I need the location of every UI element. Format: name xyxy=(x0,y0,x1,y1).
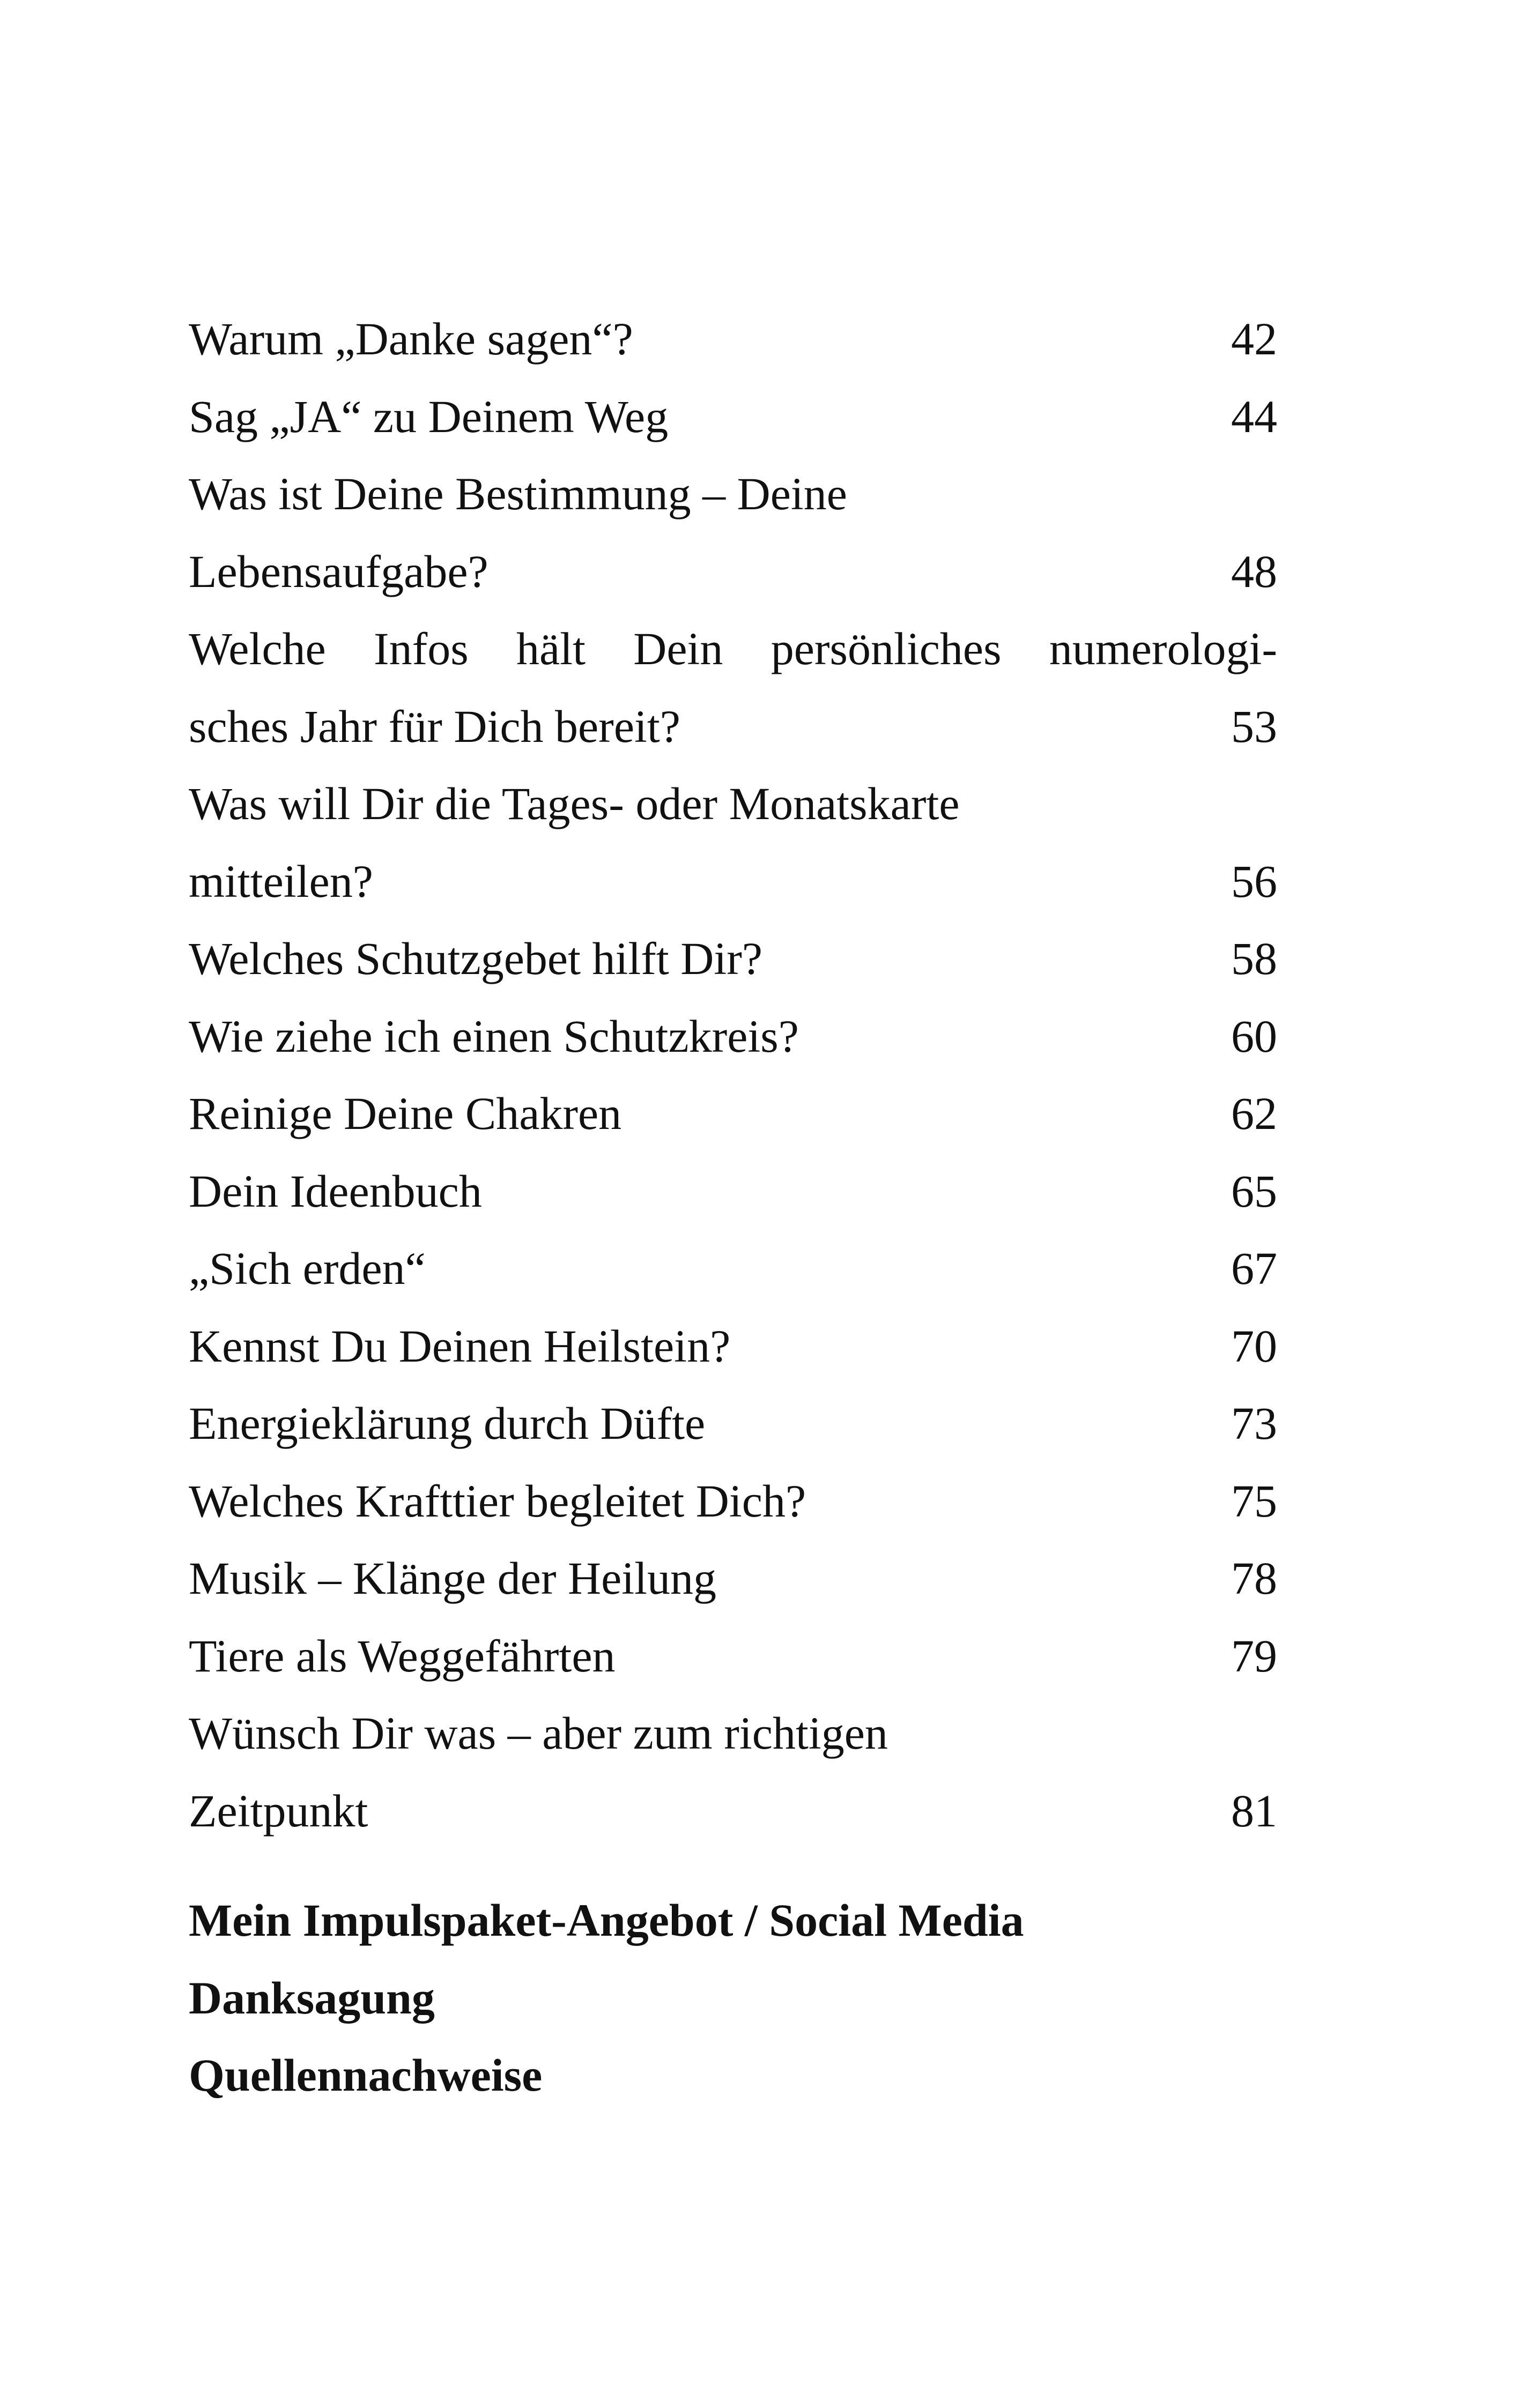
toc-line xyxy=(189,1075,1277,1153)
toc-entry-title: Energieklärung durch Düfte xyxy=(189,1398,706,1449)
toc-line xyxy=(189,765,1277,843)
toc-line xyxy=(189,300,1277,378)
toc-page-number: 79 xyxy=(1231,1630,1277,1682)
toc-line xyxy=(189,1230,1277,1307)
toc-entry xyxy=(189,1230,1277,1307)
toc-entry xyxy=(189,1694,1277,1849)
toc-entry xyxy=(189,1075,1277,1153)
toc-page-number: 60 xyxy=(1231,1010,1277,1062)
toc-line xyxy=(189,1153,1277,1230)
toc-line xyxy=(189,688,1277,765)
toc-entry-title: Dein Ideenbuch xyxy=(189,1165,482,1217)
toc-entry xyxy=(189,1617,1277,1695)
toc-line xyxy=(189,843,1277,920)
toc-entry-title: Sag „JA“ zu Deinem Weg xyxy=(189,390,669,442)
toc-entry-title: Was ist Deine Bestimmung – Deine xyxy=(189,468,847,519)
toc-page-number: 53 xyxy=(1231,700,1277,752)
toc-entry-title: sches Jahr für Dich bereit? xyxy=(189,700,680,752)
toc-line xyxy=(189,1385,1277,1462)
toc-entry xyxy=(189,1385,1277,1462)
toc-entry-title: Musik – Klänge der Heilung xyxy=(189,1552,717,1604)
toc-line xyxy=(189,533,1277,611)
toc-entry-title: Lebensaufgabe? xyxy=(189,545,488,597)
toc-entry xyxy=(189,378,1277,456)
toc-section-heading: Quellennachweise xyxy=(189,2049,543,2101)
toc-line xyxy=(189,1462,1277,1540)
toc-entry-title: Reinige Deine Chakren xyxy=(189,1088,622,1139)
toc-line xyxy=(189,1772,1277,1850)
toc-line xyxy=(189,998,1277,1075)
section-gap xyxy=(189,1849,1277,1882)
toc-entry-title: Tiere als Weggefährten xyxy=(189,1630,616,1682)
toc-entry-title: Warum „Danke sagen“? xyxy=(189,313,633,365)
toc-line xyxy=(189,455,1277,533)
toc-entry-title: Welches Schutzgebet hilft Dir? xyxy=(189,933,763,984)
toc-page-number: 67 xyxy=(1231,1243,1277,1294)
toc-line xyxy=(189,1694,1277,1772)
toc-page-number: 70 xyxy=(1231,1320,1277,1372)
toc-page-number: 65 xyxy=(1231,1165,1277,1217)
toc-section-heading: Danksagung xyxy=(189,1972,435,2024)
toc-entry xyxy=(189,765,1277,920)
toc-page-number: 56 xyxy=(1231,855,1277,907)
table-of-contents xyxy=(189,300,1277,2114)
toc-entry xyxy=(189,920,1277,998)
toc-entry-title: Was will Dir die Tages- oder Monatskarte xyxy=(189,778,960,829)
toc-entry-title: mitteilen? xyxy=(189,855,373,907)
toc-entry-title: Wie ziehe ich einen Schutzkreis? xyxy=(189,1010,799,1062)
toc-line xyxy=(189,1307,1277,1385)
toc-page-number: 81 xyxy=(1231,1785,1277,1837)
toc-section-heading: Mein Impulspaket-Angebot / Social Media xyxy=(189,1894,1024,1946)
toc-page-number: 78 xyxy=(1231,1552,1277,1604)
toc-entry-title: Zeitpunkt xyxy=(189,1785,368,1837)
toc-page-number: 42 xyxy=(1231,313,1277,365)
toc-entry xyxy=(189,998,1277,1075)
toc-entry-title: Welche Infos hält Dein persönliches numerologi- xyxy=(189,623,1277,674)
toc-entry xyxy=(189,1307,1277,1385)
toc-entry xyxy=(189,1153,1277,1230)
toc-line xyxy=(189,610,1277,688)
toc-page-number: 58 xyxy=(1231,933,1277,984)
toc-line xyxy=(189,1617,1277,1695)
toc-line xyxy=(189,920,1277,998)
toc-entry-title: Welches Krafttier begleitet Dich? xyxy=(189,1475,806,1527)
toc-line xyxy=(189,378,1277,456)
toc-entry-title: Wünsch Dir was – aber zum richtigen xyxy=(189,1707,888,1759)
toc-entry xyxy=(189,610,1277,765)
toc-entry-title: „Sich erden“ xyxy=(189,1243,426,1294)
toc-page-number: 75 xyxy=(1231,1475,1277,1527)
toc-page-number: 73 xyxy=(1231,1398,1277,1449)
toc-page-number: 48 xyxy=(1231,545,1277,597)
toc-line xyxy=(189,1540,1277,1617)
toc-entry xyxy=(189,1540,1277,1617)
toc-page-number: 62 xyxy=(1231,1088,1277,1139)
toc-page-number: 44 xyxy=(1231,390,1277,442)
toc-entry-title: Kennst Du Deinen Heilstein? xyxy=(189,1320,731,1372)
toc-entry xyxy=(189,300,1277,378)
toc-entry xyxy=(189,455,1277,610)
toc-entry xyxy=(189,1462,1277,1540)
